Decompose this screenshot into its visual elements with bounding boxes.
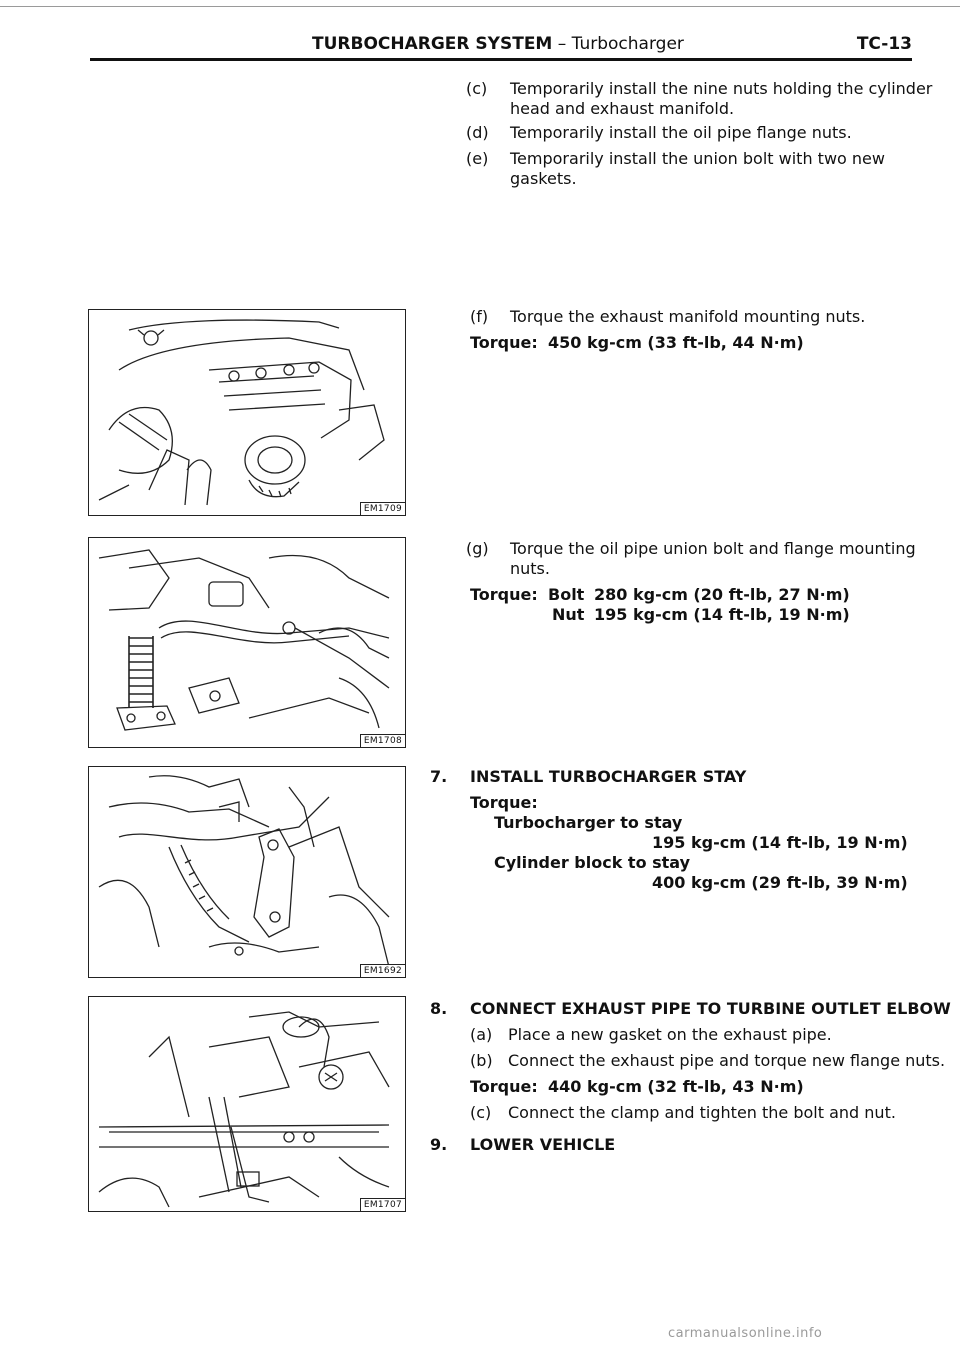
step7-item1-label: Turbocharger to stay <box>494 813 683 832</box>
step7-item1-value: 195 kg-cm (14 ft-lb, 19 N·m) <box>652 833 908 852</box>
step-c-line2: head and exhaust manifold. <box>510 99 735 118</box>
step8-number: 8. <box>430 999 448 1018</box>
step9-title: LOWER VEHICLE <box>470 1135 616 1154</box>
step-f-text: Torque the exhaust manifold mounting nuts. <box>510 307 866 326</box>
oil-pipe-illustration <box>89 538 405 747</box>
step8-b-label: (b) <box>470 1051 493 1070</box>
figure-code: EM1707 <box>360 1198 405 1211</box>
step-g-nut-label: Nut <box>552 605 585 624</box>
stay-illustration <box>89 767 405 977</box>
step-g-line1: Torque the oil pipe union bolt and flange mounting <box>510 539 916 558</box>
step-c-line1: Temporarily install the nine nuts holding the cylinder <box>510 79 933 98</box>
page-number: TC-13 <box>856 34 912 54</box>
step7-item2-label: Cylinder block to stay <box>494 853 691 872</box>
step7-torque-label: Torque: <box>470 793 538 812</box>
step7-number: 7. <box>430 767 448 786</box>
step-g-bolt-label: Bolt <box>548 585 585 604</box>
step-f-torque-label: Torque: <box>470 333 538 352</box>
step7-title: INSTALL TURBOCHARGER STAY <box>470 767 747 786</box>
step-d-label: (d) <box>466 123 489 142</box>
header-rule <box>90 58 912 61</box>
figure-code: EM1692 <box>360 964 405 977</box>
step7-item2-value: 400 kg-cm (29 ft-lb, 39 N·m) <box>652 873 908 892</box>
step-e-label: (e) <box>466 149 489 168</box>
step8-b-text: Connect the exhaust pipe and torque new flange nuts. <box>508 1051 946 1070</box>
step8-torque-value: 440 kg-cm (32 ft-lb, 43 N·m) <box>548 1077 804 1096</box>
page-title <box>312 34 684 54</box>
step-d-line1: Temporarily install the oil pipe flange nuts. <box>510 123 852 142</box>
step-g-line2: nuts. <box>510 559 550 578</box>
step-e-line1: Temporarily install the union bolt with two new <box>510 149 885 168</box>
figure-code: EM1708 <box>360 734 405 747</box>
footer-watermark: carmanualsonline.info <box>668 1326 823 1341</box>
step-g-torque-label: Torque: <box>470 585 538 604</box>
figure-oil-pipe <box>88 537 406 748</box>
step9-number: 9. <box>430 1135 448 1154</box>
figure-exhaust-manifold <box>88 309 406 516</box>
figure-turbocharger-stay <box>88 766 406 978</box>
step-f-torque-value: 450 kg-cm (33 ft-lb, 44 N·m) <box>548 333 804 352</box>
page-title-rest: – Turbocharger <box>552 34 684 54</box>
step8-c-text: Connect the clamp and tighten the bolt and nut. <box>508 1103 896 1122</box>
figure-exhaust-pipe <box>88 996 406 1212</box>
figure-code: EM1709 <box>360 502 405 515</box>
step8-c-label: (c) <box>470 1103 492 1122</box>
page-header <box>90 34 912 60</box>
engine-illustration <box>89 310 405 515</box>
step8-title: CONNECT EXHAUST PIPE TO TURBINE OUTLET ELBOW <box>470 999 951 1018</box>
step8-torque-label: Torque: <box>470 1077 538 1096</box>
step-g-nut-value: 195 kg-cm (14 ft-lb, 19 N·m) <box>594 605 850 624</box>
step-g-label: (g) <box>466 539 489 558</box>
step-e-line2: gaskets. <box>510 169 577 188</box>
step8-a-text: Place a new gasket on the exhaust pipe. <box>508 1025 832 1044</box>
step8-a-label: (a) <box>470 1025 493 1044</box>
exhaust-pipe-illustration <box>89 997 405 1211</box>
step-f-label: (f) <box>470 307 489 326</box>
step-c-label: (c) <box>466 79 488 98</box>
step-g-bolt-value: 280 kg-cm (20 ft-lb, 27 N·m) <box>594 585 850 604</box>
page-title-bold: TURBOCHARGER SYSTEM <box>312 34 553 54</box>
top-rule <box>0 6 960 7</box>
